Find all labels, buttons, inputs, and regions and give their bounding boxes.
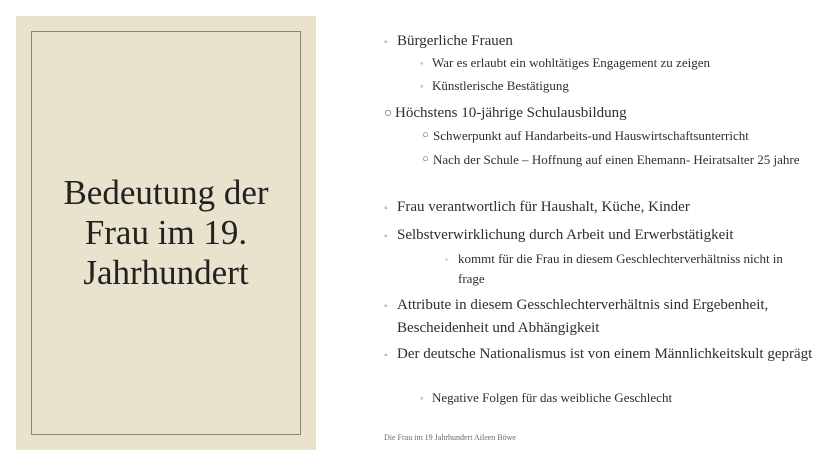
ring-bullet-icon: ◦ [445,255,448,264]
bullet-item: ◦ War es erlaubt ein wohltätiges Engagement zu zeigen [420,53,815,73]
bullet-item: ◦ Künstlerische Bestätigung [420,76,815,96]
bullet-item: ○ Nach der Schule – Hoffnung auf einen Ehemann- Heiratsalter 25 jahre [422,152,800,167]
circle-bullet-icon: ○ [384,106,393,121]
bullet-item: ◦ Negative Folgen für das weibliche Geschlecht [420,388,815,408]
bullet-item: ◦ Selbstverwirklichung durch Arbeit und Erwerbstätigkeit [384,224,814,248]
bullet-item: ◦ Frau verantwortlich für Haushalt, Küche, Kinder [384,196,814,220]
bullet-item: ○ Schwerpunkt auf Handarbeits-und Hauswirtschaftsunterricht [422,128,749,143]
circle-bullet-icon: ○ [422,153,429,165]
bullet-item: ◦ kommt für die Frau in diesem Geschlechterverhältniss nicht in frage [445,251,783,286]
bullet-item: ◦ Der deutsche Nationalismus ist von einem Männlichkeitskult geprägt [384,343,816,367]
ring-bullet-icon: ◦ [384,350,388,361]
ring-bullet-icon: ◦ [384,203,388,214]
ring-bullet-icon: ◦ [420,393,424,403]
ring-bullet-icon: ◦ [384,231,388,242]
ring-bullet-icon: ◦ [384,37,388,48]
bullet-item: ○ Höchstens 10-jährige Schulausbildung [384,102,814,125]
ring-bullet-icon: ◦ [420,81,424,91]
slide-title: Bedeutung der Frau im 19. Jahrhundert [63,173,269,292]
bullet-item: ◦ Bürgerliche Frauen [384,30,814,54]
circle-bullet-icon: ○ [422,129,429,141]
slide-footer: Die Frau im 19 Jahrhundert Aileen Böwe [384,433,516,442]
bullet-item: ◦ Attribute in diesem Gesschlechterverhältnis sind Ergebenheit, Bescheidenheit und Abhängigkeit [384,297,769,336]
ring-bullet-icon: ◦ [384,301,388,312]
ring-bullet-icon: ◦ [420,58,424,68]
